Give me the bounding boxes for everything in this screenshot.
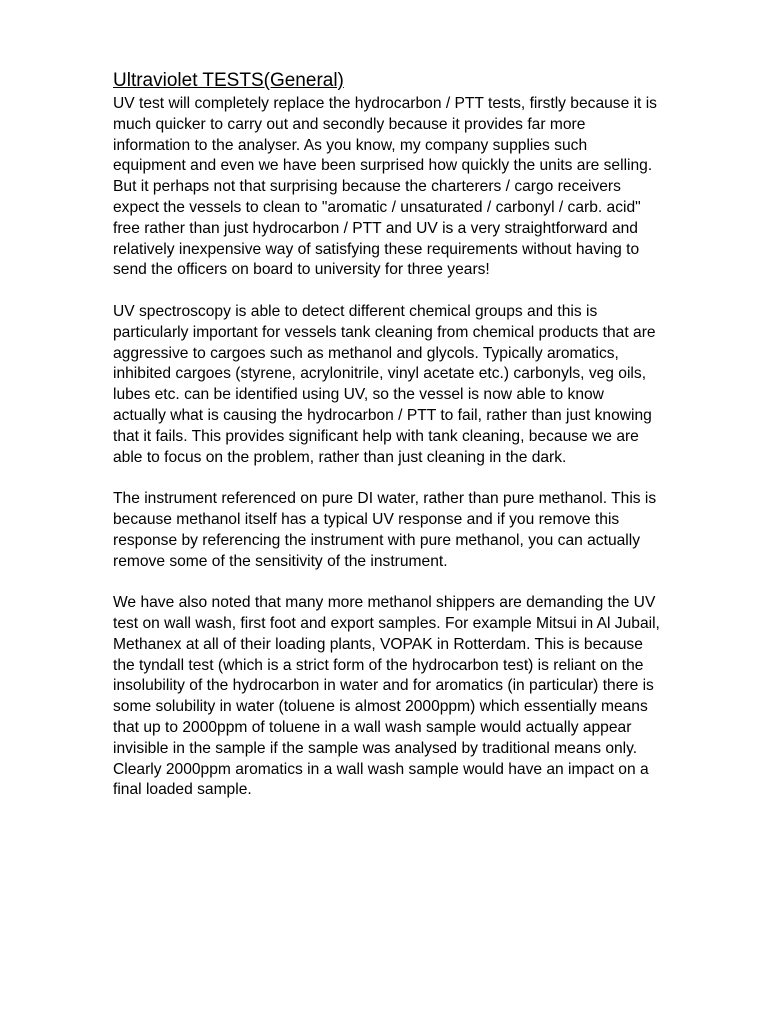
paragraph-uv-test-replacement: UV test will completely replace the hydrocarbon / PTT tests, firstly because it is much quicker to carry out and secondly because it provides far more information to the analyser. As you know, my company supplies such equipment and even we have been surprised how quickly the units are selling. But it perhaps not that surprising because the charterers / cargo receivers expect the vessels to clean to "aromatic / unsaturated / carbonyl / carb. acid" free rather than just hydrocarbon / PTT and UV is a very straightforward and relatively inexpensive way of satisfying these requirements without having to send the officers on board to university for three years! bbox=[113, 95, 657, 279]
paragraph-methanol-shippers: We have also noted that many more methanol shippers are demanding the UV test on wall wash, first foot and export samples. For example Mitsui in Al Jubail, Methanex at all of their loading plants, VOPAK in Rotterdam. This is because the tyndall test (which is a strict form of the hydrocarbon test) is reliant on the insolubility of the hydrocarbon in water and for aromatics (in particular) there is some solubility in water (toluene is almost 2000ppm) which essentially means that up to 2000ppm of toluene in a wall wash sample would actually appear invisible in the sample if the sample was analysed by traditional means only. Clearly 2000ppm aromatics in a wall wash sample would have an impact on a final loaded sample. bbox=[113, 594, 660, 799]
document-page bbox=[113, 68, 661, 822]
paragraph-instrument-reference: The instrument referenced on pure DI water, rather than pure methanol. This is because methanol itself has a typical UV response and if you remove this response by referencing the instrument with pure methanol, you can actually remove some of the sensitivity of the instrument. bbox=[113, 490, 657, 570]
paragraph-uv-spectroscopy: UV spectroscopy is able to detect different chemical groups and this is particularly important for vessels tank cleaning from chemical products that are aggressive to cargoes such as methanol and glycols. Typically aromatics, inhibited cargoes (styrene, acrylonitrile, vinyl acetate etc.) carbonyls, veg oils, lubes etc. can be identified using UV, so the vessel is now able to know actually what is causing the hydrocarbon / PTT to fail, rather than just knowing that it fails. This provides significant help with tank cleaning, because we are able to focus on the problem, rather than just cleaning in the dark. bbox=[113, 302, 656, 466]
document-title: Ultraviolet TESTS(General) bbox=[113, 70, 344, 91]
